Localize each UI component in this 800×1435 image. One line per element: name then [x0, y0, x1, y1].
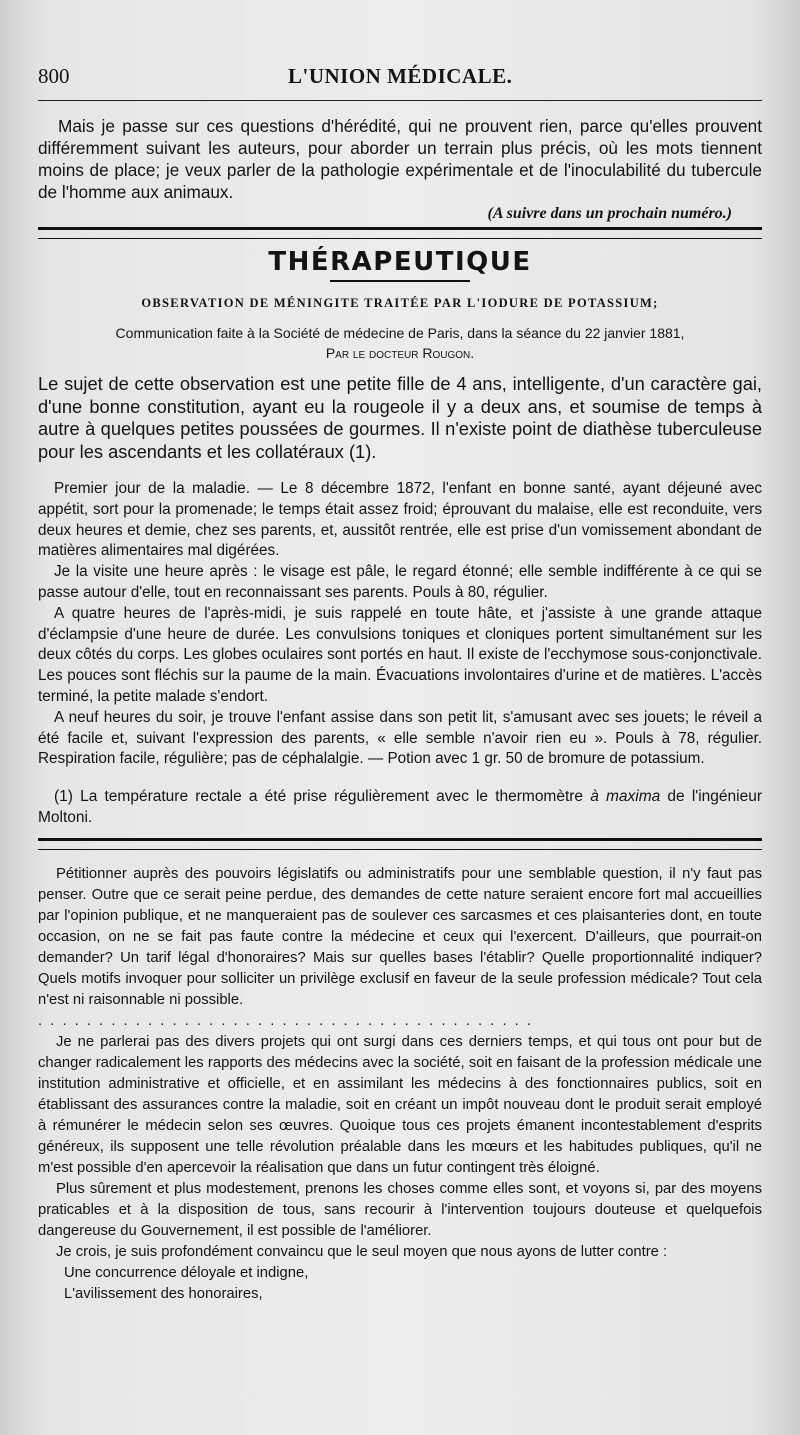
communication-line: Communication faite à la Société de médecine de Paris, dans la séance du 22 janvier 1881, — [115, 325, 685, 341]
section-divider — [38, 227, 762, 239]
continuation-paragraph: Je ne parlerai pas des divers projets qui ont surgi dans ces derniers temps, et qui tous ont pour but de changer radicalement les rapports des médecins avec la société, soit en faisant de la profession médicale une institution administrative et officielle, et en assimilant les médecins à des fonctionnaires publics, soit en établissant des assurances contre la maladie, soit en créant un impôt nouveau dont le produit serait employé à rémunérer le médecin selon ses œuvres. Quoique tous ces projets émanent incontestablement d'esprits généreux, ils supposent une telle révolution préalable dans les mœurs et les habitudes publiques, qu'il ne m'est possible d'en apercevoir la réalisation que dans un futur contingent très éloigné. — [38, 1034, 762, 1177]
title-underline — [330, 280, 470, 282]
list-item: Une concurrence déloyale et indigne, — [64, 1265, 309, 1282]
feuilleton-divider — [38, 838, 762, 850]
page-header — [38, 64, 762, 90]
continuation-paragraph: Plus sûrement et plus modestement, prenons les choses comme elles sont, et voyons si, par des moyens praticables et à la disposition de tous, sans recourir à l'intervention toujours douteuse et quelquefois dangereuse du Gouvernement, il est possible de l'améliorer. — [38, 1181, 762, 1240]
body-paragraph: A neuf heures du soir, je trouve l'enfant assise dans son petit lit, s'amusant avec ses jouets; le réveil a été facile et, suivant l'expression des parents, « elle semble n'avoir rien eu ». Pouls à 78, régulier. Respiration facile, régulière; pas de céphalalgie. — Potion avec 1 gr. 50 de bromure de potassium. — [38, 708, 762, 768]
intro-paragraph: Mais je passe sur ces questions d'hérédité, qui ne prouvent rien, parce qu'elles prouvent différemment suivant les auteurs, pour aborder un terrain plus précis, où les mots tiennent moins de place; je veux parler de la pathologie expérimentale et de l'inoculabilité du tubercule de l'homme aux animaux. — [38, 116, 762, 202]
footnote-text: (1) La température rectale a été prise régulièrement avec le thermomètre — [54, 788, 591, 806]
list-item: L'avilissement des honoraires, — [64, 1286, 263, 1303]
continuation-paragraph: Pétitionner auprès des pouvoirs législatifs ou administratifs pour une semblable question, il n'y faut pas penser. Outre que ce serait peine perdue, des demandes de cette nature seraient encore fort mal accueillies par l'opinion publique, et ne manqueraient pas de soulever ces sarcasmes et ces plaisanteries dont, en toute occasion, on ne se fait pas faute contre la médecine et ceux qui l'exercent. D'ailleurs, que pourrait-on demander? Un tarif légal d'honoraires? Mais sur quelles bases l'établir? Quelle proportionnalité indiquer? Quels motifs invoquer pour solliciter un privilège exclusif en faveur de la seule profession médicale? Tout cela n'est ni raisonnable ni possible. — [38, 866, 762, 1009]
article-subtitle: OBSERVATION DE MÉNINGITE TRAITÉE PAR L'IODURE DE POTASSIUM; — [141, 296, 659, 310]
continuation-paragraph: Je crois, je suis profondément convaincu que le seul moyen que nous ayons de lutter contre : — [56, 1244, 668, 1261]
section-title: THÉRAPEUTIQUE — [268, 247, 532, 277]
header-rule — [38, 100, 762, 101]
footnote-tail: de l'ingénieur Moltoni. — [38, 788, 762, 827]
to-be-continued-note: (A suivre dans un prochain numéro.) — [487, 205, 732, 222]
running-title: L'UNION MÉDICALE. — [288, 64, 513, 88]
body-paragraph: Premier jour de la maladie. — Le 8 décembre 1872, l'enfant en bonne santé, ayant déjeuné avec appétit, sort pour la promenade; le temps était assez froid; éprouvant du malaise, elle est reconduite, vers deux heures et demie, chez ses parents, et, aussitôt rentrée, elle est prise d'un vomissement abondant de matières alimentaires mal digérées. — [38, 480, 762, 560]
author-line: Par le docteur Rougon. — [325, 345, 475, 361]
body-paragraph: Je la visite une heure après : le visage est pâle, le regard étonné; elle semble indifférente à ce qui se passe autour d'elle, tout en reconnaissant ses parents. Pouls à 80, régulier. — [38, 563, 762, 601]
footnote — [38, 786, 762, 828]
page-number: 800 — [38, 64, 70, 88]
body-paragraph: A quatre heures de l'après-midi, je suis rappelé en toute hâte, et j'assiste à une grande attaque d'éclampsie d'une heure de durée. Les convulsions toniques et cloniques portent simultanément sur les deux côtés du corps. Les globes oculaires sont portés en haut. Il existe de l'ecchymose sous-conjonctivale. Les pouces sont fléchis sur la paume de la main. Évacuations involontaires d'urine et de matières. L'accès terminé, la petite malade s'endort. — [38, 604, 762, 705]
lead-paragraph: Le sujet de cette observation est une petite fille de 4 ans, intelligente, d'un caractère gai, d'une bonne constitution, ayant eu la rougeole il y a deux ans, et soumise de temps à autre à quelques petites poussées de gourmes. Il n'existe point de diathèse tuberculeuse pour les ascendants et les collatéraux (1). — [38, 373, 762, 462]
footnote-italic: à maxima — [590, 788, 661, 806]
ellipsis-dots: . . . . . . . . . . . . . . . . . . . . . . . . . . . . . . . . . . . . . . . . . — [38, 1013, 533, 1030]
